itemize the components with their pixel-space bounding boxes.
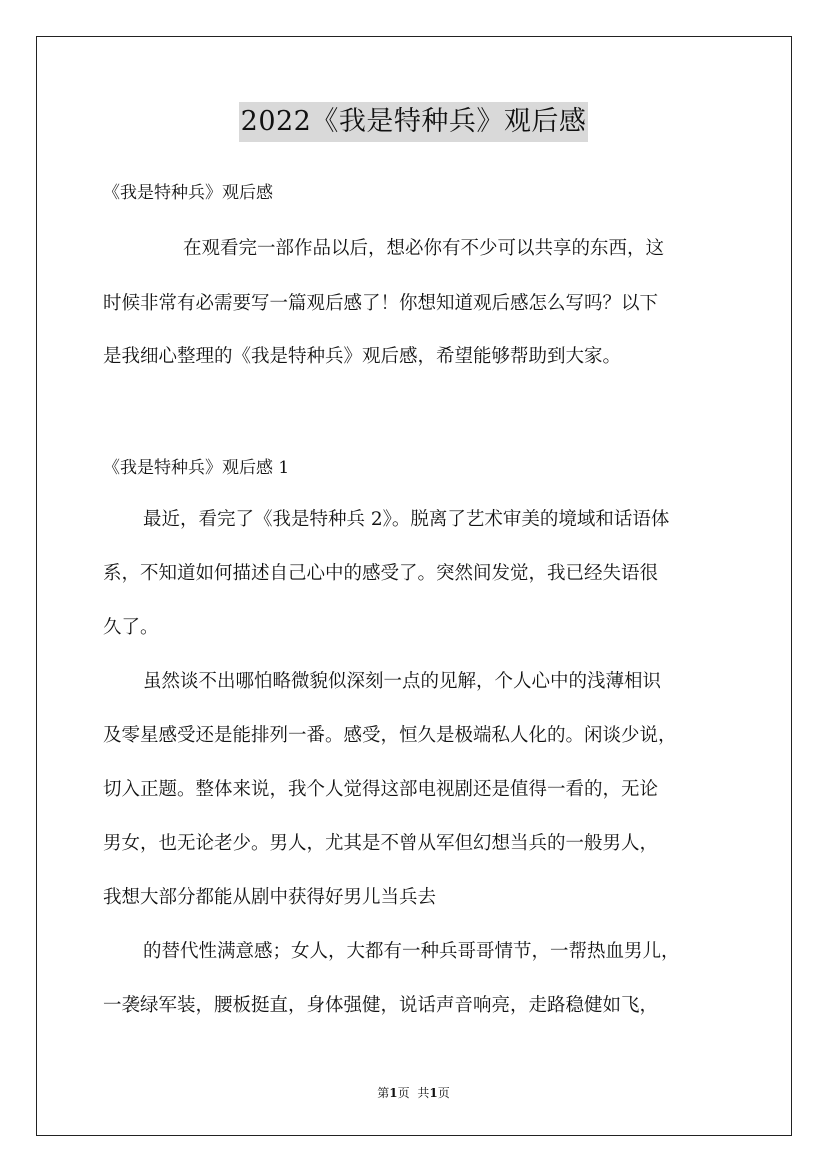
intro-line-3: 是我细心整理的《我是特种兵》观后感，希望能够帮助到大家。: [103, 346, 622, 367]
para3-line-2: 一袭绿军装，腰板挺直，身体强健，说话声音响亮，走路稳健如飞，: [103, 995, 659, 1016]
para1-line-3: 久了。: [103, 617, 159, 638]
intro-line-2: 时候非常有必需要写一篇观后感了！你想知道观后感怎么写吗？以下: [103, 293, 659, 314]
total-unit: 页: [437, 1086, 450, 1100]
para2-line-2: 及零星感受还是能排列一番。感受，恒久是极端私人化的。闲谈少说，: [103, 725, 677, 746]
total-label: 共: [417, 1086, 430, 1100]
document-subtitle: 《我是特种兵》观后感: [103, 183, 273, 203]
para2-line-5: 我想大部分都能从剧中获得好男儿当兵去: [103, 887, 437, 908]
para2-line-1: 虽然谈不出哪怕略微貌似深刻一点的见解，个人心中的浅薄相识: [143, 671, 662, 692]
para2-line-4: 男女，也无论老少。男人，尤其是不曾从军但幻想当兵的一般男人，: [103, 833, 659, 854]
intro-line-1: 在观看完一部作品以后，想必你有不少可以共享的东西，这: [183, 238, 665, 259]
para2-line-3: 切入正题。整体来说，我个人觉得这部电视剧还是值得一看的，无论: [103, 779, 659, 800]
para1-line-1: 最近，看完了《我是特种兵 2》。脱离了艺术审美的境域和话语体: [143, 509, 670, 530]
title-container: [0, 102, 827, 142]
document-title: 2022《我是特种兵》观后感: [239, 102, 589, 142]
page-unit: 页: [397, 1086, 410, 1100]
para3-line-1: 的替代性满意感；女人，大都有一种兵哥哥情节，一帮热血男儿，: [143, 941, 680, 962]
para1-line-2: 系，不知道如何描述自己心中的感受了。突然间发觉，我已经失语很: [103, 563, 659, 584]
page-footer: [0, 1085, 827, 1101]
total-pages: 1: [429, 1086, 438, 1100]
page-number: 1: [389, 1086, 398, 1100]
section-heading-1: 《我是特种兵》观后感 1: [103, 458, 290, 478]
page-label: 第: [377, 1086, 390, 1100]
